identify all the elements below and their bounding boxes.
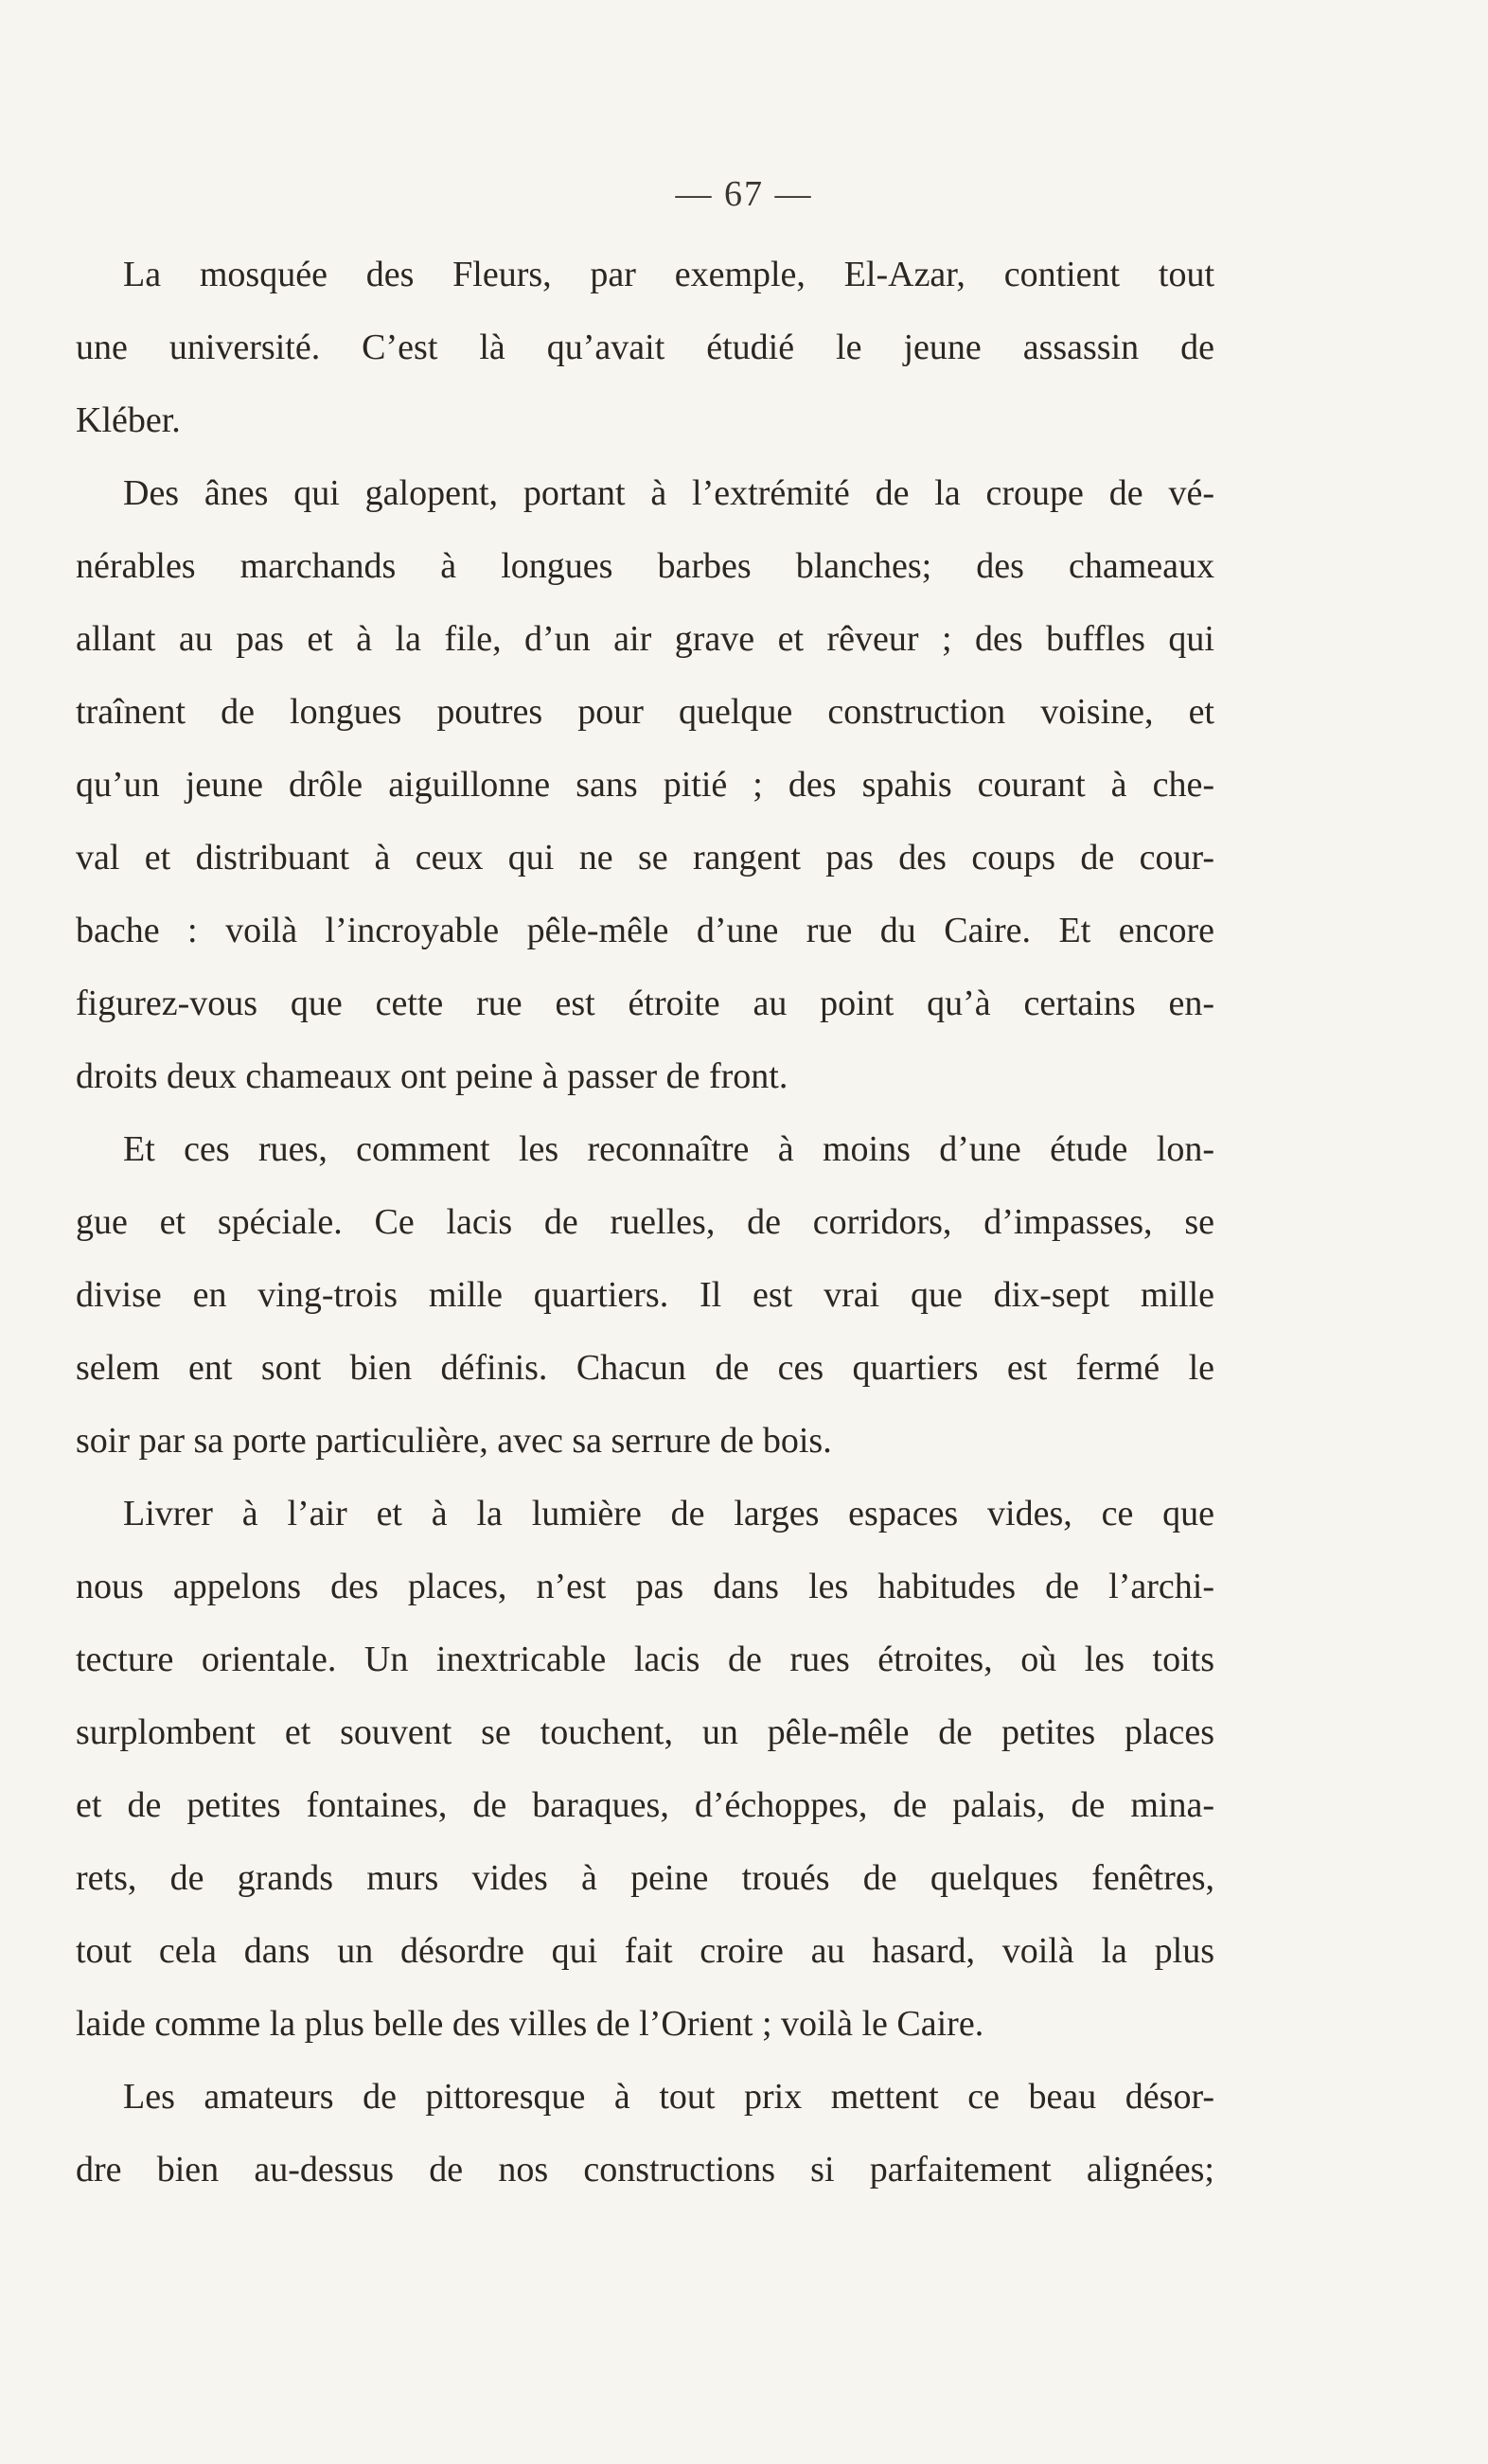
text-line: val et distribuant à ceux qui ne se rangent pas des coups de cour-	[76, 838, 1214, 877]
text-line: traînent de longues poutres pour quelque construction voisine, et	[76, 692, 1214, 732]
text-line: allant au pas et à la file, d’un air grave et rêveur ; des buffles qui	[76, 619, 1214, 659]
text-line: rets, de grands murs vides à peine troués de quelques fenêtres,	[76, 1858, 1214, 1898]
text-line: Livrer à l’air et à la lumière de larges espaces vides, ce que	[123, 1494, 1214, 1533]
text-line: Des ânes qui galopent, portant à l’extrémité de la croupe de vé-	[123, 473, 1214, 513]
text-line: surplombent et souvent se touchent, un pêle-mêle de petites places	[76, 1712, 1214, 1752]
text-line: nous appelons des places, n’est pas dans les habitudes de l’archi-	[76, 1567, 1214, 1606]
text-line: Les amateurs de pittoresque à tout prix mettent ce beau désor-	[123, 2077, 1214, 2117]
text-line: selem ent sont bien définis. Chacun de ces quartiers est fermé le	[76, 1348, 1214, 1388]
text-line: divise en ving-trois mille quartiers. Il est vrai que dix-sept mille	[76, 1275, 1214, 1315]
text-line: dre bien au-dessus de nos constructions si parfaitement alignées;	[76, 2150, 1214, 2189]
text-line: laide comme la plus belle des villes de l’Orient ; voilà le Caire.	[76, 2004, 984, 2044]
text-line: La mosquée des Fleurs, par exemple, El-Azar, contient tout	[123, 255, 1214, 294]
text-line: bache : voilà l’incroyable pêle-mêle d’une rue du Caire. Et encore	[76, 911, 1214, 950]
text-line: tecture orientale. Un inextricable lacis de rues étroites, où les toits	[76, 1640, 1214, 1679]
text-line: nérables marchands à longues barbes blanches; des chameaux	[76, 546, 1214, 586]
text-line: Et ces rues, comment les reconnaître à moins d’une étude lon-	[123, 1129, 1214, 1169]
text-line: tout cela dans un désordre qui fait croire au hasard, voilà la plus	[76, 1931, 1214, 1971]
text-line: droits deux chameaux ont peine à passer de front.	[76, 1056, 788, 1096]
page-number: — 67 —	[675, 174, 813, 214]
body-text	[76, 239, 1214, 2207]
text-line: une université. C’est là qu’avait étudié le jeune assassin de	[76, 328, 1214, 367]
text-line: Kléber.	[76, 400, 181, 440]
text-line: gue et spéciale. Ce lacis de ruelles, de corridors, d’impasses, se	[76, 1202, 1214, 1242]
text-line: qu’un jeune drôle aiguillonne sans pitié ; des spahis courant à che-	[76, 765, 1214, 805]
text-line: figurez-vous que cette rue est étroite au point qu’à certains en-	[76, 984, 1214, 1023]
text-line: et de petites fontaines, de baraques, d’échoppes, de palais, de mina-	[76, 1785, 1214, 1825]
text-line: soir par sa porte particulière, avec sa serrure de bois.	[76, 1421, 832, 1461]
